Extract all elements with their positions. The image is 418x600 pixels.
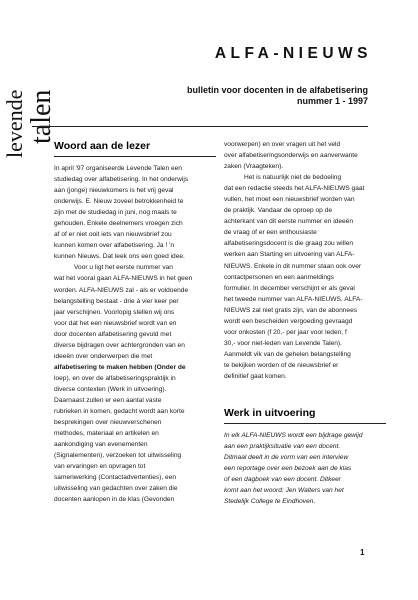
header-divider [32, 126, 368, 127]
text-line: af of er niet ooit iets van nieuwsbrief zou [54, 231, 172, 239]
text-line: achterkant van dit eerste nummer en ideeën [224, 218, 354, 226]
text-line: ideeën over onderwerpen die met [54, 352, 153, 360]
paragraph-continued [224, 139, 386, 172]
text-line: methodes, materiaal en artikelen en [54, 430, 159, 438]
text-line: In april '97 organiseerde Levende Talen een [54, 165, 182, 172]
text-line: Aanmeldt vik van de gehelen belangstelling [224, 350, 351, 358]
text-line: gehouden. Enkele deelnemers vroegen zich [54, 220, 183, 228]
text-line: komt aan het woord: Jen Walters van het [224, 487, 344, 495]
text-line: jaar verschijnen. Voorlopig stellen wij ons [54, 308, 175, 316]
text-line: wat het vooral gaan ALFA-NIEUWS in het geen [54, 275, 193, 283]
text-line: Ditmaal deelt in de vorm van een interview [224, 454, 349, 462]
text-line: worden. ALFA-NIEUWS zal - als er voldoende [54, 286, 189, 294]
right-column [224, 139, 386, 507]
logo-word-levende: levende [2, 89, 27, 158]
logo-word-talen: talen [26, 89, 57, 144]
text-line: Stedelijk College te Eindhoven. [224, 498, 316, 506]
text-line: werken aan Starting en uitvoering van ALFA- [224, 251, 355, 259]
text-line: wordt een bescheiden vergoeding gevraagd [224, 317, 353, 325]
page-number: 1 [360, 548, 365, 557]
section-heading-woord-aan-de-lezer: Woord aan de lezer [54, 139, 216, 157]
text-line: belangstelling bestaat - drie à vier keer per [54, 297, 179, 305]
text-line: (Signalementen), verzoeken tot uitwisseling [54, 452, 182, 460]
text-line: studiedag over alfabetisering. In het onderwijs [54, 176, 189, 184]
text-line: besprekingen over nieuwverschenen [54, 419, 162, 427]
text-line: voor dat het een nieuwsbrief wordt van en [54, 319, 177, 327]
text-line: de praktijk. Vandaar de oproep op de [224, 207, 333, 215]
text-line: Het is natuurlijk niet de bedoeling [244, 174, 342, 182]
text-line: aan een praktijksituatie van een docent. [224, 443, 341, 451]
text-line: zijn met de studiedag in juni, nog maals te [54, 209, 177, 217]
text-line: loep), en over de alfabetiseringspraktijk in [54, 374, 176, 382]
text-line: de vraag of er een enthousiaste [224, 229, 317, 237]
text-line: voorwerpen) en over vragen uit het veld [224, 141, 341, 148]
text-line: van ervaringen en opvragen tot [54, 463, 146, 471]
bulletin-title: ALFA-NIEUWS [214, 45, 372, 62]
text-line: definitief gaat komen. [224, 372, 287, 380]
text-line: aan (jonge) nieuwkomers is het vrij geval [54, 187, 174, 195]
text-line: door docenten alfabetisering gevuld met [54, 330, 172, 338]
text-line: NIEUWS. Enkele in dit nummer staan ook over [224, 262, 362, 270]
text-line: aankondiging van evenementen [54, 441, 148, 449]
paragraph-1 [54, 163, 216, 262]
bulletin-subtitle [120, 85, 368, 107]
left-column [54, 139, 216, 505]
text-line: het tweede nummer van ALFA-NIEUWS. ALFA- [224, 295, 363, 303]
levende-talen-logo [2, 18, 62, 160]
text-line: contactpersonen en een aanmeldings [224, 273, 334, 281]
text-line: NIEUWS zal niet gratis zijn, van de abonnees [224, 306, 358, 314]
paragraph-3 [224, 172, 386, 382]
text-line: 30,- voor niet-leden van Levende Talen). [224, 339, 342, 347]
text-line: rubrieken in komen, gedacht wordt aan korte [54, 408, 185, 416]
text-line: zaken (Vraagteken). [224, 163, 284, 171]
text-line: alfabetisering te maken hebben (Onder de [54, 363, 186, 371]
text-line: dat een redactie steeds het ALFA-NIEUWS gaat [224, 185, 365, 193]
text-line: formulier. In december verschijnt er als geval [224, 284, 355, 292]
text-line: uitwisseling van gedachten over zaken die [54, 485, 178, 493]
text-line: kunnen komen over alfabetisering. Ja ! 'n [54, 242, 175, 250]
section-heading-werk-in-uitvoering: Werk in uitvoering [224, 406, 386, 424]
section-intro [224, 430, 386, 507]
text-line: een reportage over een bezoek aan de klas [224, 465, 352, 473]
text-line: alfabetiseringsdocent is die graag zou willen [224, 240, 354, 248]
text-line: over alfabetiseringsonderwijs en aanverwante [224, 152, 358, 160]
text-line: of een dagboek van een docent. Ditkeer [224, 476, 341, 484]
text-line: Daarnaast zullen er een aantal vaste [54, 396, 162, 404]
issue-number: nummer 1 - 1997 [296, 96, 368, 106]
paragraph-2 [54, 262, 216, 505]
text-line: te bekijken worden of de nieuwsbrief er [224, 361, 339, 369]
text-line: onderwijs. E. Nieuw zoveel betrokkenheid te [54, 198, 184, 206]
text-line: kunnen Nieuws. Dat leek ons een goed idee. [54, 253, 185, 261]
text-line: diverse contexten (Werk in uitvoering). [54, 385, 167, 393]
text-line: In elk ALFA-NIEUWS wordt een bijdrage gewijd [224, 432, 363, 440]
text-line: voor onkosten (f 20,- per jaar voor leden, f [224, 328, 347, 336]
text-line: Voor u ligt het eerste nummer van [74, 264, 173, 272]
subtitle-line: bulletin voor docenten in de alfabetisering [186, 85, 368, 95]
masthead [120, 45, 372, 107]
text-line: diverse bijdragen over achtergronden van en [54, 341, 185, 349]
text-line: samenwerking (Contactadvertenties), een [54, 474, 177, 482]
text-line: vullen, het moet een nieuwsbrief worden van [224, 196, 355, 204]
text-line: docenten aanlopen in de klas (Gevonden [54, 496, 175, 504]
